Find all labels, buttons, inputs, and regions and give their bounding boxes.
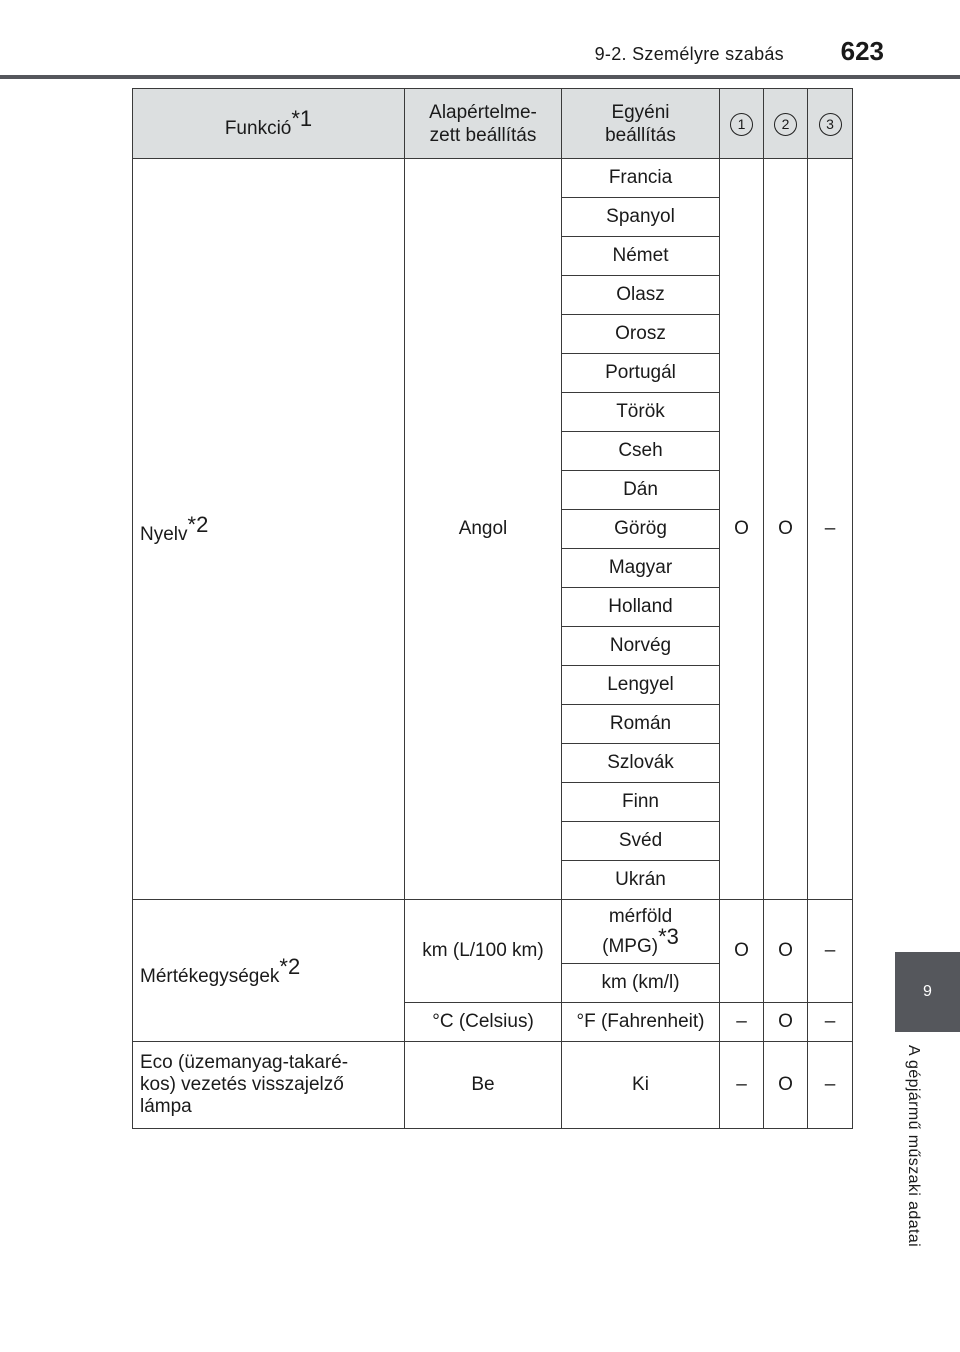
- units-temp-col-1: –: [720, 1003, 764, 1042]
- units-distance-col-3: –: [808, 900, 853, 1003]
- language-col-1: O: [720, 159, 764, 900]
- language-option: Német: [562, 237, 720, 276]
- table-row-eco: [133, 1042, 853, 1129]
- language-option: Francia: [562, 159, 720, 198]
- language-option: Török: [562, 393, 720, 432]
- page-number: 623: [840, 36, 884, 66]
- language-default-cell: Angol: [405, 159, 562, 900]
- page-header: [0, 0, 960, 80]
- language-option: Norvég: [562, 627, 720, 666]
- customization-table: [132, 88, 853, 1129]
- units-distance-option-km: km (km/l): [562, 964, 720, 1003]
- chapter-number: 9: [923, 983, 932, 1000]
- circled-3-icon: 3: [819, 113, 842, 136]
- language-option: Svéd: [562, 822, 720, 861]
- language-function-cell: Nyelv$^{*2}$: [133, 159, 405, 900]
- language-option: Olasz: [562, 276, 720, 315]
- language-option: Román: [562, 705, 720, 744]
- section-title: 9-2. Személyre szabás: [594, 44, 784, 64]
- units-function-cell: Mértékegységek$^{*2}$: [133, 900, 405, 1042]
- circled-2-icon: 2: [774, 113, 797, 136]
- eco-default: Be: [405, 1042, 562, 1129]
- language-option: Holland: [562, 588, 720, 627]
- units-temp-default: °C (Celsius): [405, 1003, 562, 1042]
- language-option: Dán: [562, 471, 720, 510]
- header-col-3: [808, 89, 853, 159]
- units-distance-col-2: O: [764, 900, 808, 1003]
- eco-function-cell: Eco (üzemanyag-takaré- kos) vezetés visszajelző lámpa: [133, 1042, 405, 1129]
- table-row-language: [133, 159, 853, 198]
- units-distance-option-miles: mérföld (MPG)$^{*3}$: [562, 900, 720, 964]
- header-col-1: [720, 89, 764, 159]
- language-option: Finn: [562, 783, 720, 822]
- units-distance-default: km (L/100 km): [405, 900, 562, 1003]
- header-custom: Egyéni beállítás: [562, 89, 720, 159]
- header-default: Alapértelme- zett beállítás: [405, 89, 562, 159]
- units-temp-option: °F (Fahrenheit): [562, 1003, 720, 1042]
- units-distance-col-1: O: [720, 900, 764, 1003]
- header-function: Funkció$^{*1}$: [133, 89, 405, 159]
- language-option: Szlovák: [562, 744, 720, 783]
- language-col-3: –: [808, 159, 853, 900]
- chapter-title: A gépjármű műszaki adatai: [905, 1045, 922, 1248]
- table-header-row: [133, 89, 853, 159]
- chapter-tab: [895, 952, 960, 1032]
- units-temp-col-2: O: [764, 1003, 808, 1042]
- units-temp-col-3: –: [808, 1003, 853, 1042]
- language-option: Portugál: [562, 354, 720, 393]
- eco-option: Ki: [562, 1042, 720, 1129]
- eco-col-2: O: [764, 1042, 808, 1129]
- language-option: Ukrán: [562, 861, 720, 900]
- language-option: Görög: [562, 510, 720, 549]
- language-option: Cseh: [562, 432, 720, 471]
- header-divider: [0, 75, 960, 79]
- language-option: Orosz: [562, 315, 720, 354]
- language-option: Spanyol: [562, 198, 720, 237]
- header-col-2: [764, 89, 808, 159]
- circled-1-icon: 1: [730, 113, 753, 136]
- language-option: Magyar: [562, 549, 720, 588]
- language-option: Lengyel: [562, 666, 720, 705]
- language-col-2: O: [764, 159, 808, 900]
- eco-col-3: –: [808, 1042, 853, 1129]
- chapter-side-label: [900, 1045, 940, 1295]
- eco-col-1: –: [720, 1042, 764, 1129]
- table-row-units-distance: [133, 900, 853, 964]
